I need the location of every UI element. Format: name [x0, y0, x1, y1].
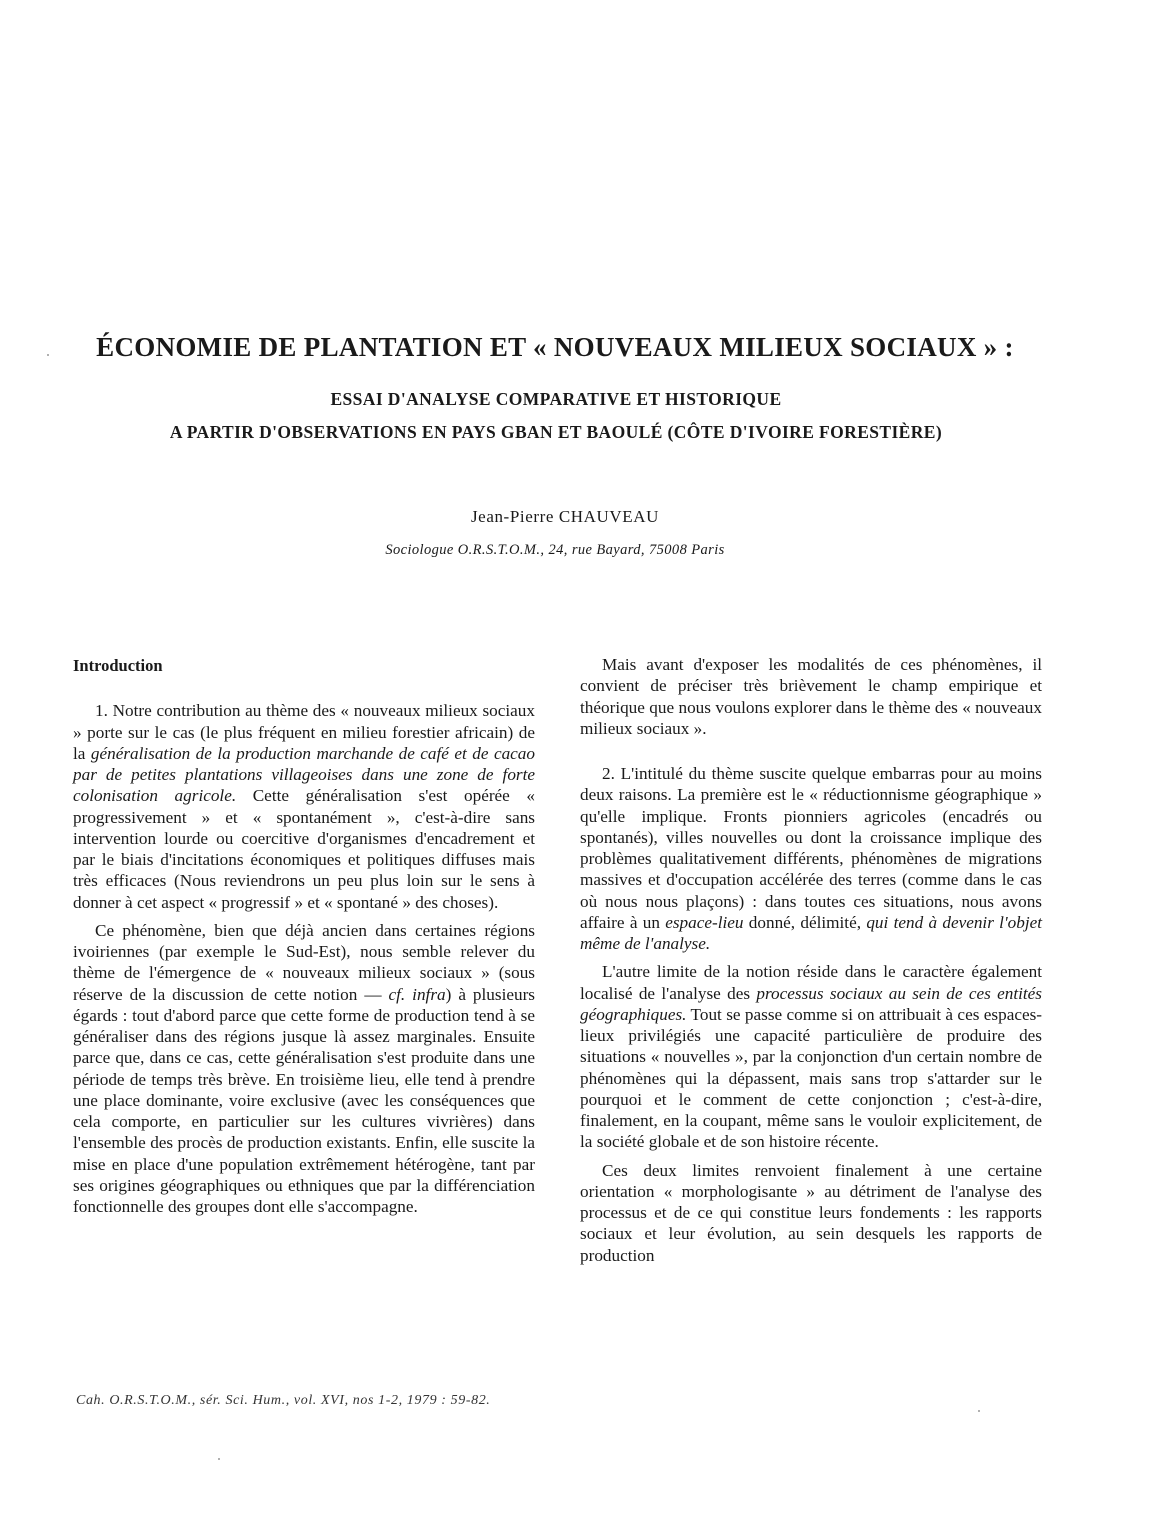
paragraph [580, 654, 1042, 739]
text-run: Tout se passe comme si on attribuait à ces espaces-lieux privilégiés une capacité particulière de produire des situations « nouvelles », par la conjonction d'un certain nombre de phénomènes qui la dépassent, mais sans trop s'attarder sur le pourquoi et le comment de cette conjonction ; c'est-à-dire, finalement, en la coupant, même sans le vouloir explicitement, de la société globale et de son histoire récente. [580, 1004, 1042, 1152]
scan-speck [218, 1458, 220, 1460]
article-subtitle-line-2: A PARTIR D'OBSERVATIONS EN PAYS GBAN ET BAOULÉ (CÔTE D'IVOIRE FORESTIÈRE) [169, 422, 943, 442]
paragraph [580, 763, 1042, 954]
italic-text: cf. infra [388, 984, 446, 1004]
text-run: Mais avant d'exposer les modalités de ces phénomènes, il convient de préciser très brièvement le champ empirique et théorique que nous voulons explorer dans le thème des « nouveaux milieux sociaux ». [580, 655, 1042, 738]
paragraph [73, 700, 535, 913]
article-subtitle-line-1: ESSAI D'ANALYSE COMPARATIVE ET HISTORIQUE [330, 389, 782, 409]
italic-text: généralisation de la production marchande de café et de cacao par de petites plantations villageoises dans une zone de forte colonisation agricole. [73, 743, 535, 806]
text-run: L'autre limite de la notion réside dans le caractère également localisé de l'analyse des [580, 962, 1042, 1003]
paragraph [580, 961, 1042, 1152]
text-run: 2. L'intitulé du thème suscite quelque embarras pour au moins deux raisons. La première est le « réductionnisme géographique » qu'elle implique. Fronts pionniers agricoles (encadrés ou spontanés), villes nouvelles ou dont la croissance implique des problèmes qualitativement différents, phénomènes de migrations massives et d'occupation accélérée des terres (comme dans le cas où nous nous plaçons) : dans toutes ces situations, nous avons affaire à un [580, 764, 1042, 932]
scan-speck [978, 1410, 980, 1412]
italic-text: processus sociaux au sein de ces entités géographiques. [580, 983, 1042, 1024]
article-title: ÉCONOMIE DE PLANTATION ET « NOUVEAUX MILIEUX SOCIAUX » : [96, 332, 1014, 362]
text-run: 1. Notre contribution au thème des « nouveaux milieux sociaux » porte sur le cas (le plus fréquent en milieu forestier africain) de la [73, 701, 535, 763]
author-affiliation: Sociologue O.R.S.T.O.M., 24, rue Bayard, 75008 Paris [385, 542, 725, 558]
text-run: ) à plusieurs égards : tout d'abord parce que cette forme de production tend à se généraliser dans des régions jusque là assez marginales. Ensuite parce que, dans ce cas, cette généralisation s'est produite dans une période de temps très brève. En troisième lieu, elle tend à prendre une place dominante, voire exclusive (avec les conséquences que cela comporte, en particulier sur les cultures vivrières) dans l'ensemble des procès de production existants. Enfin, elle suscite la mise en place d'une population extrêmement hétérogène, tant par ses origines géographiques ou ethniques que par la différenciation fonctionnelle des groupes dont elle s'accompagne. [73, 984, 535, 1216]
text-run: donné, délimité, [743, 912, 867, 932]
italic-text: qui tend à devenir l'objet même de l'analyse. [580, 912, 1042, 953]
paragraph [73, 920, 535, 1218]
text-run: Ces deux limites renvoient finalement à une certaine orientation « morphologisante » au détriment de l'analyse des processus et de ce qui constitue leurs fondements : les rapports sociaux et leur évolution, au sein desquels les rapports de production [580, 1160, 1042, 1265]
author-name: Jean-Pierre CHAUVEAU [470, 507, 660, 526]
text-run: Ce phénomène, bien que déjà ancien dans certaines régions ivoiriennes (par exemple le Sud-Est), nous semble relever du thème de l'émergence de « nouveaux milieux sociaux » (sous réserve de la discussion de cette notion — [73, 920, 535, 1004]
paragraph [580, 1160, 1042, 1266]
section-heading: Introduction [73, 656, 163, 675]
text-run: Cette généralisation s'est opérée « progressivement » et « spontanément », c'est-à-dire sans intervention lourde ou coercitive d'organismes d'encadrement et par le biais d'incitations économiques et politiques diffuses mais très efficaces (Nous reviendrons un peu plus loin sur le sens à donner à cet aspect « progressif » et « spontané » des choses). [73, 786, 535, 912]
italic-text: espace-lieu [665, 912, 744, 932]
left-column [73, 655, 535, 1217]
right-column [580, 654, 1042, 1266]
citation-footer: Cah. O.R.S.T.O.M., sér. Sci. Hum., vol. XVI, nos 1-2, 1979 : 59-82. [76, 1393, 491, 1408]
